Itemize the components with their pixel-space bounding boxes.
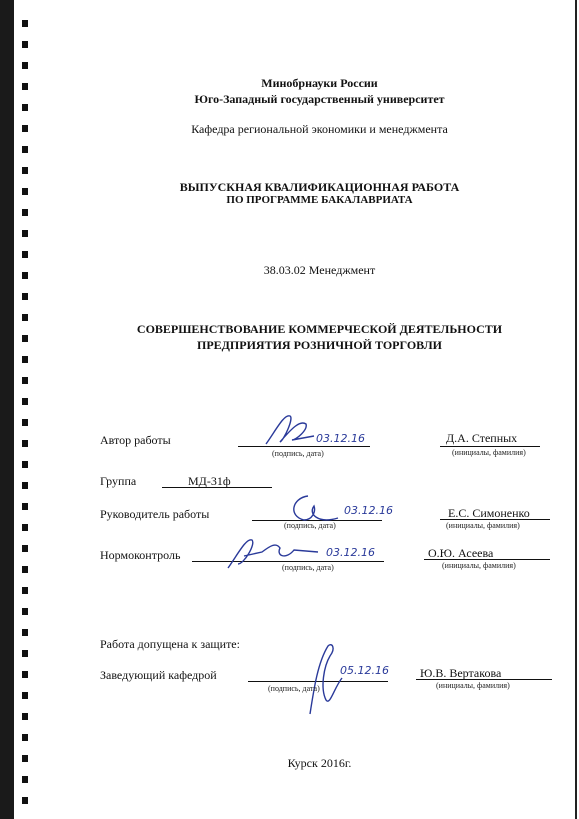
head-signature-caption: (подпись, дата) xyxy=(268,684,320,693)
author-date: 03.12.16 xyxy=(316,432,365,445)
binding-hole xyxy=(22,251,28,258)
supervisor-signature-caption: (подпись, дата) xyxy=(284,521,336,530)
admission-label: Работа допущена к защите: xyxy=(100,637,240,651)
binding-hole xyxy=(22,398,28,405)
city-year: Курск 2016г. xyxy=(287,756,352,770)
ministry-name: Минобрнауки России xyxy=(261,76,378,90)
binding-hole xyxy=(22,440,28,447)
binding-hole xyxy=(22,524,28,531)
binding-hole xyxy=(22,755,28,762)
binding-hole xyxy=(22,335,28,342)
binding-hole xyxy=(22,419,28,426)
binding-hole xyxy=(22,461,28,468)
author-label: Автор работы xyxy=(100,433,171,447)
normcontrol-signature-caption: (подпись, дата) xyxy=(282,563,334,572)
head-name: Ю.В. Вертакова xyxy=(420,666,502,680)
normcontrol-name: О.Ю. Асеева xyxy=(428,546,494,560)
binding-hole xyxy=(22,83,28,90)
author-name-line xyxy=(440,446,540,447)
group-value: МД-31ф xyxy=(188,474,231,488)
binding-hole xyxy=(22,734,28,741)
supervisor-date: 03.12.16 xyxy=(344,504,393,517)
binding-hole xyxy=(22,692,28,699)
binding-hole xyxy=(22,314,28,321)
binding-hole xyxy=(22,167,28,174)
head-name-line xyxy=(416,679,552,680)
binding-hole xyxy=(22,629,28,636)
binding-hole xyxy=(22,566,28,573)
binding-strip xyxy=(0,0,46,819)
binding-hole xyxy=(22,713,28,720)
head-label: Заведующий кафедрой xyxy=(100,668,217,682)
binding-hole xyxy=(22,377,28,384)
binding-hole xyxy=(22,671,28,678)
binding-hole xyxy=(22,146,28,153)
normcontrol-name-line xyxy=(424,559,550,560)
binding-hole xyxy=(22,125,28,132)
supervisor-name: Е.С. Симоненко xyxy=(448,506,530,520)
binding-hole xyxy=(22,608,28,615)
supervisor-name-caption: (инициалы, фамилия) xyxy=(446,521,520,530)
normcontrol-name-caption: (инициалы, фамилия) xyxy=(442,561,516,570)
binding-hole xyxy=(22,797,28,804)
binding-hole xyxy=(22,356,28,363)
specialty: 38.03.02 Менеджмент xyxy=(263,263,376,277)
binding-hole xyxy=(22,272,28,279)
binding-hole xyxy=(22,209,28,216)
binding-hole xyxy=(22,482,28,489)
topic-line1: СОВЕРШЕНСТВОВАНИЕ КОММЕРЧЕСКОЙ ДЕЯТЕЛЬНОСТИ xyxy=(136,322,503,336)
binding-hole xyxy=(22,188,28,195)
department-name: Кафедра региональной экономики и менеджмента xyxy=(191,122,448,136)
binding-hole xyxy=(22,587,28,594)
university-name: Юго-Западный государственный университет xyxy=(194,92,445,106)
head-name-caption: (инициалы, фамилия) xyxy=(436,681,510,690)
binding-hole xyxy=(22,62,28,69)
topic-line2: ПРЕДПРИЯТИЯ РОЗНИЧНОЙ ТОРГОВЛИ xyxy=(197,338,442,352)
author-signature-caption: (подпись, дата) xyxy=(272,449,324,458)
head-date: 05.12.16 xyxy=(340,664,389,677)
work-type-line1: ВЫПУСКНАЯ КВАЛИФИКАЦИОННАЯ РАБОТА xyxy=(179,180,460,194)
binding-hole xyxy=(22,104,28,111)
binding-hole xyxy=(22,650,28,657)
supervisor-name-line xyxy=(440,519,550,520)
binding-hole xyxy=(22,20,28,27)
binding-hole xyxy=(22,293,28,300)
binding-hole xyxy=(22,545,28,552)
binding-hole xyxy=(22,41,28,48)
binding-hole xyxy=(22,230,28,237)
head-signature xyxy=(306,638,346,720)
work-type-line2: ПО ПРОГРАММЕ БАКАЛАВРИАТА xyxy=(226,194,413,206)
author-signature xyxy=(262,410,322,450)
author-name: Д.А. Степных xyxy=(446,431,518,445)
supervisor-label: Руководитель работы xyxy=(100,507,210,521)
group-label: Группа xyxy=(100,474,137,488)
author-name-caption: (инициалы, фамилия) xyxy=(452,448,526,457)
binding-hole xyxy=(22,503,28,510)
normcontrol-label: Нормоконтроль xyxy=(100,548,181,562)
normcontrol-date: 03.12.16 xyxy=(326,546,375,559)
binding-hole xyxy=(22,776,28,783)
